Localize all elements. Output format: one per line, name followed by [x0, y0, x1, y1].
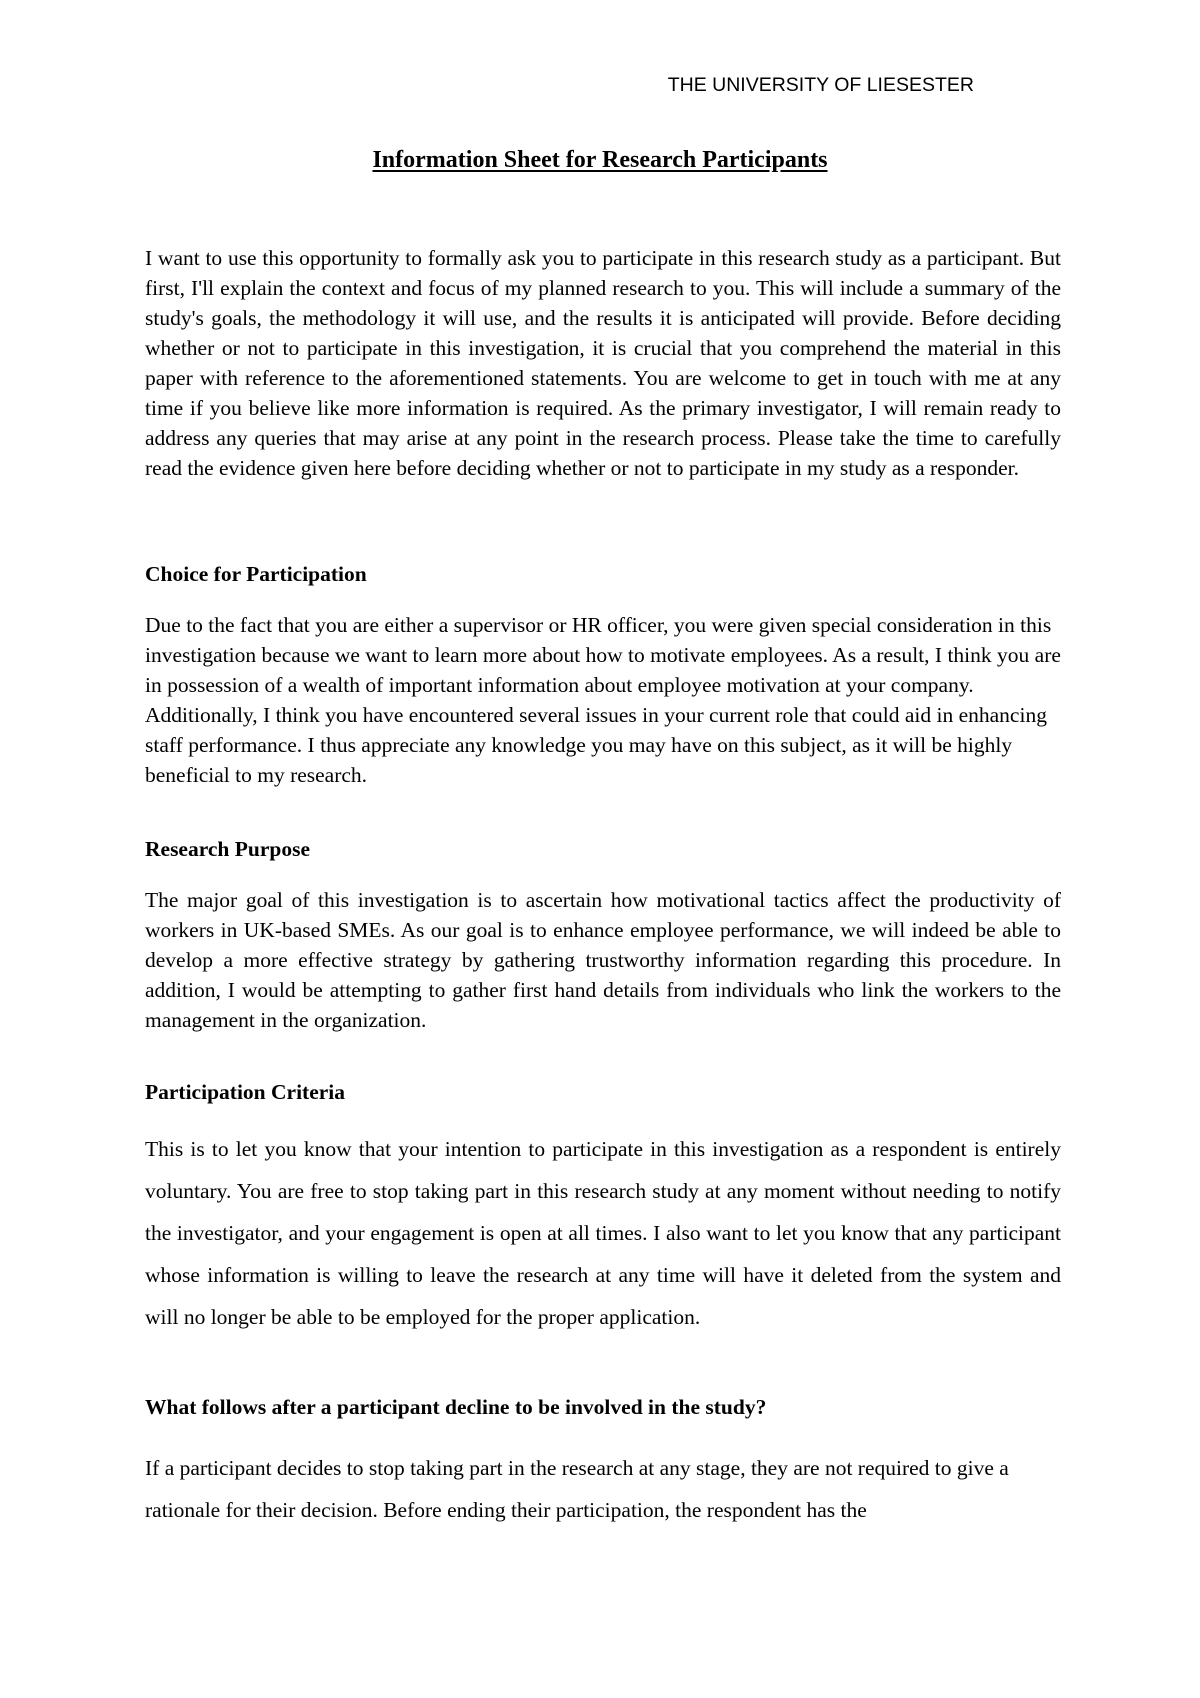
- section-heading-research-purpose: Research Purpose: [145, 837, 311, 861]
- section-body-choice-for-participation: Due to the fact that you are either a supervisor or HR officer, you were given special consideration in this investigation because we want to learn more about how to motivate employees. As a result, I think you are in possession of a wealth of important information about employee motivation at your company. Additionally, I think you have encountered several issues in your current role that could aid in enhancing staff performance. I thus appreciate any knowledge you may have on this subject, as it will be highly beneficial to my research.: [145, 613, 1061, 787]
- university-header: THE UNIVERSITY OF LIESESTER: [667, 74, 974, 96]
- section-body-participant-decline: If a participant decides to stop taking part in the research at any stage, they are not required to give a rationale for their decision. Before ending their participation, the respondent has the: [145, 1456, 1009, 1522]
- section-heading-choice-for-participation: Choice for Participation: [145, 562, 367, 586]
- intro-paragraph: I want to use this opportunity to formally ask you to participate in this research study as a participant. But first, I'll explain the context and focus of my planned research to you. This will include a summary of the study's goals, the methodology it will use, and the results it is anticipated will provide. Before deciding whether or not to participate in this investigation, it is crucial that you comprehend the material in this paper with reference to the aforementioned statements. You are welcome to get in touch with me at any time if you believe like more information is required. As the primary investigator, I will remain ready to address any queries that may arise at any point in the research process. Please take the time to carefully read the evidence given here before deciding whether or not to participate in my study as a responder.: [145, 246, 1061, 480]
- section-heading-participant-decline: What follows after a participant decline to be involved in the study?: [145, 1395, 767, 1419]
- section-heading-participation-criteria: Participation Criteria: [145, 1080, 346, 1104]
- document-title: Information Sheet for Research Participants: [372, 147, 828, 173]
- section-body-participation-criteria: This is to let you know that your intention to participate in this investigation as a respondent is entirely voluntary. You are free to stop taking part in this research study at any moment without needing to notify the investigator, and your engagement is open at all times. I also want to let you know that any participant whose information is willing to leave the research at any time will have it deleted from the system and will no longer be able to be employed for the proper application.: [145, 1137, 1061, 1329]
- section-body-research-purpose: The major goal of this investigation is to ascertain how motivational tactics affect the productivity of workers in UK-based SMEs. As our goal is to enhance employee performance, we will indeed be able to develop a more effective strategy by gathering trustworthy information regarding this procedure. In addition, I would be attempting to gather first hand details from individuals who link the workers to the management in the organization.: [145, 888, 1061, 1032]
